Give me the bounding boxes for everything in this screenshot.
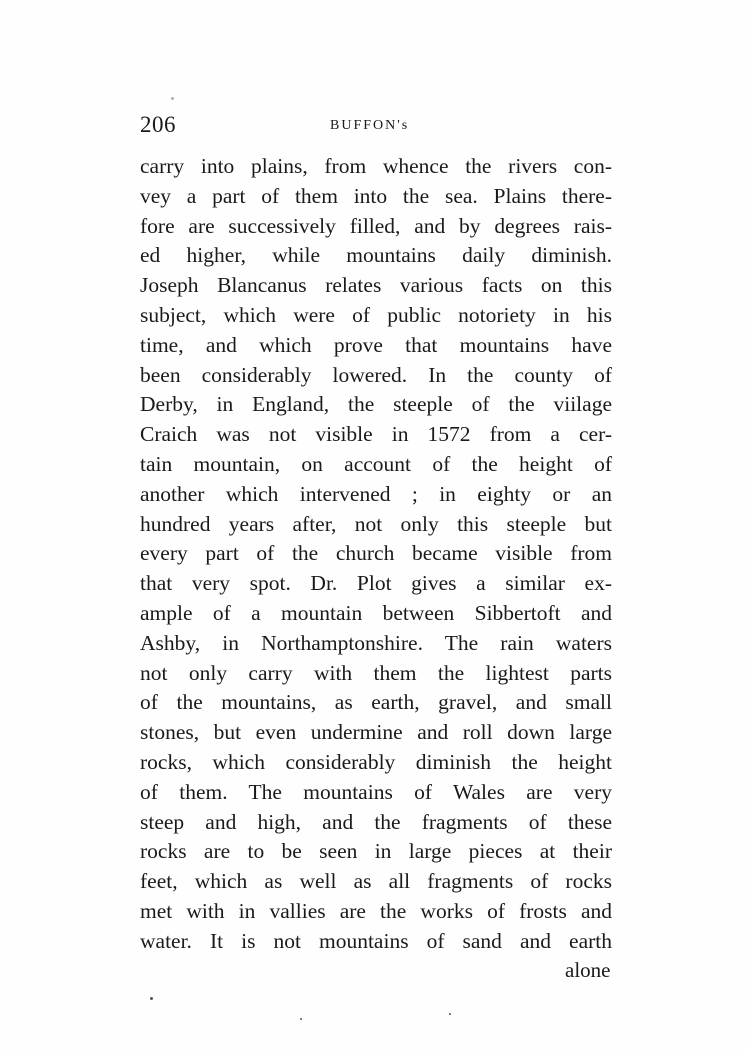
text-line: Derby, in England, the steeple of the viilage	[140, 392, 612, 417]
text-line: ample of a mountain between Sibbertoft and	[140, 600, 612, 625]
text-line: time, and which prove that mountains have	[140, 332, 612, 357]
text-line: feet, which as well as all fragments of rocks	[140, 869, 612, 894]
text-line: carry into plains, from whence the rivers con-	[140, 154, 612, 178]
text-line: rocks are to be seen in large pieces at their	[140, 839, 612, 864]
text-line: of the mountains, as earth, gravel, and small	[140, 690, 612, 715]
page-number: 206	[140, 112, 176, 137]
paper-speck	[449, 1013, 451, 1015]
text-line: met with in vallies are the works of frosts and	[140, 898, 612, 923]
text-line: steep and high, and the fragments of these	[140, 809, 612, 834]
text-line: every part of the church became visible from	[140, 541, 612, 566]
text-line: subject, which were of public notoriety in his	[140, 302, 612, 327]
paper-speck	[300, 1018, 302, 1020]
text-line: water. It is not mountains of sand and earth	[140, 928, 612, 953]
text-line: another which intervened ; in eighty or an	[140, 481, 612, 506]
text-line: Ashby, in Northamptonshire. The rain waters	[140, 630, 612, 655]
text-line: not only carry with them the lightest parts	[140, 660, 612, 685]
text-line: fore are successively filled, and by degrees rais-	[140, 213, 612, 238]
paper-speck	[150, 997, 153, 1000]
paper-speck	[171, 97, 174, 100]
text-line: vey a part of them into the sea. Plains there-	[140, 183, 612, 208]
catchword: alone	[565, 958, 611, 982]
text-line: stones, but even undermine and roll down large	[140, 720, 612, 745]
text-line: hundred years after, not only this steeple but	[140, 511, 612, 536]
text-line: tain mountain, on account of the height of	[140, 451, 612, 476]
text-line: been considerably lowered. In the county of	[140, 362, 612, 387]
text-line: Joseph Blancanus relates various facts on this	[140, 273, 612, 298]
running-head: BUFFON's	[330, 118, 410, 133]
text-line: that very spot. Dr. Plot gives a similar ex-	[140, 571, 612, 596]
body-text	[140, 152, 612, 957]
text-line: rocks, which considerably diminish the height	[140, 749, 612, 774]
text-line: Craich was not visible in 1572 from a cer-	[140, 422, 612, 447]
page-header	[140, 112, 610, 142]
text-line: ed higher, while mountains daily diminish.	[140, 243, 612, 268]
text-line: of them. The mountains of Wales are very	[140, 779, 612, 804]
